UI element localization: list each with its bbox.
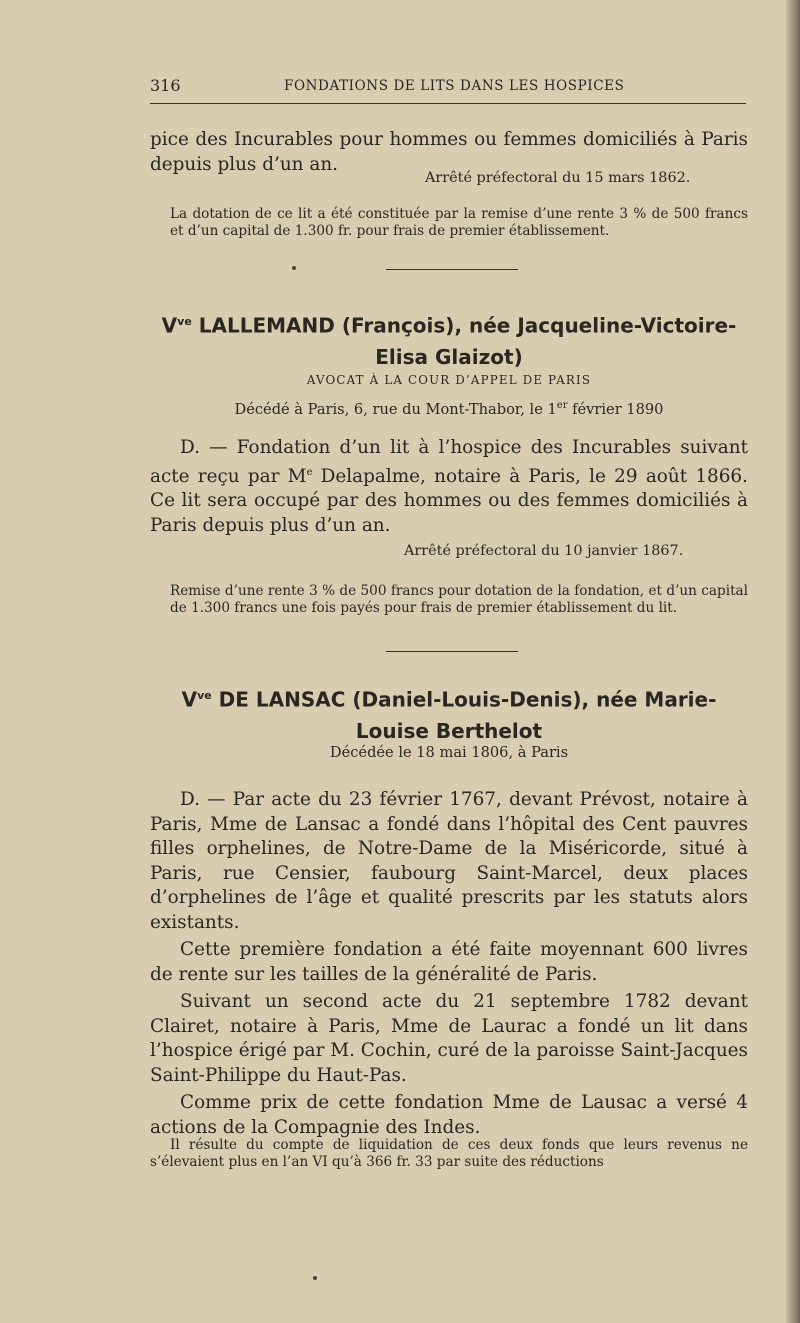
entry-profession: AVOCAT À LA COUR D’APPEL DE PARIS [306, 373, 592, 387]
paragraph-3: Suivant un second acte du 21 septembre 1782 devant Clairet, notaire à Paris, Mme de Laurac a fondé un lit dans l’hospice érigé par M. Cochin, curé de la paroisse Saint-Jacques Saint-Philippe du Haut-Pas. [150, 991, 748, 1086]
entry-lansac [150, 680, 748, 747]
header-rule [150, 103, 746, 104]
paragraph-4: Comme prix de cette fondation Mme de Lausac a versé 4 actions de la Compagnie des Indes. [150, 1092, 748, 1138]
speck [313, 1276, 317, 1280]
entry-note: Remise d’une rente 3 % de 500 francs pour dotation de la fondation, et d’un capital de 1.300 francs une fois payés pour frais de premier établissement du lit. [170, 583, 748, 616]
paragraph-1: D. — Par acte du 23 février 1767, devant Prévost, notaire à Paris, Mme de Lansac a fondé dans l’hôpital des Cent pauvres filles orphelines, de Notre-Dame de la Miséricorde, situé à Paris, rue Censier, faubourg Saint-Marcel, deux places d’orphelines de l’âge et qualité prescrits par les statuts alors existants. [150, 789, 748, 933]
section-divider [386, 269, 518, 270]
entry-note-block [170, 583, 748, 616]
speck [292, 266, 296, 270]
entry-deces: Décédée le 18 mai 1806, à Paris [329, 744, 569, 761]
entry-lallemand [150, 306, 748, 373]
intro-arrete: Arrêté préfectoral du 15 mars 1862. [425, 170, 691, 186]
entry-title: $V^{ve}$ LALLEMAND (François), née Jacqueline-Victoire- Elisa Glaizot) [161, 313, 737, 369]
intro-paragraph: pice des Incurables pour hommes ou femmes domiciliés à Paris depuis plus d’un an. [150, 129, 748, 175]
entry-body [150, 788, 748, 1140]
paragraph-2: Cette première fondation a été faite moyennant 600 livres de rente sur les tailles de la généralité de Paris. [150, 939, 748, 985]
page-number: 316 [150, 76, 181, 95]
running-title: FONDATIONS DE LITS DANS LES HOSPICES [284, 78, 625, 94]
entry-arrete: Arrêté préfectoral du 10 janvier 1867. [404, 543, 684, 559]
page-header [150, 76, 746, 98]
entry-note: Il résulte du compte de liquidation de ces deux fonds que leurs revenus ne s’élevaient plus en l’an VI qu’à 366 fr. 33 par suite des réductions [150, 1137, 748, 1170]
intro-note: La dotation de ce lit a été constituée par la remise d’une rente 3 % de 500 francs et d’un capital de 1.300 fr. pour frais de premier établissement. [170, 206, 748, 239]
entry-paragraph: D. — Fondation d’un lit à l’hospice des Incurables suivant acte reçu par Me Delapalme, notaire à Paris, le 29 août 1866. Ce lit sera occupé par des hommes ou des femmes domiciliés à Paris depuis plus d’un an. [150, 437, 748, 536]
intro-note-block [170, 206, 748, 239]
entry-deces: Décédé à Paris, 6, rue du Mont-Thabor, le 1er février 1890 [234, 400, 664, 418]
entry-note-block [150, 1137, 748, 1170]
entry-paragraph-block [150, 436, 748, 538]
entry-title: $V^{ve}$ DE LANSAC (Daniel-Louis-Denis), née Marie- Louise Berthelot [181, 687, 717, 743]
section-divider-2 [386, 651, 518, 652]
page-edge-shadow [786, 0, 800, 1323]
